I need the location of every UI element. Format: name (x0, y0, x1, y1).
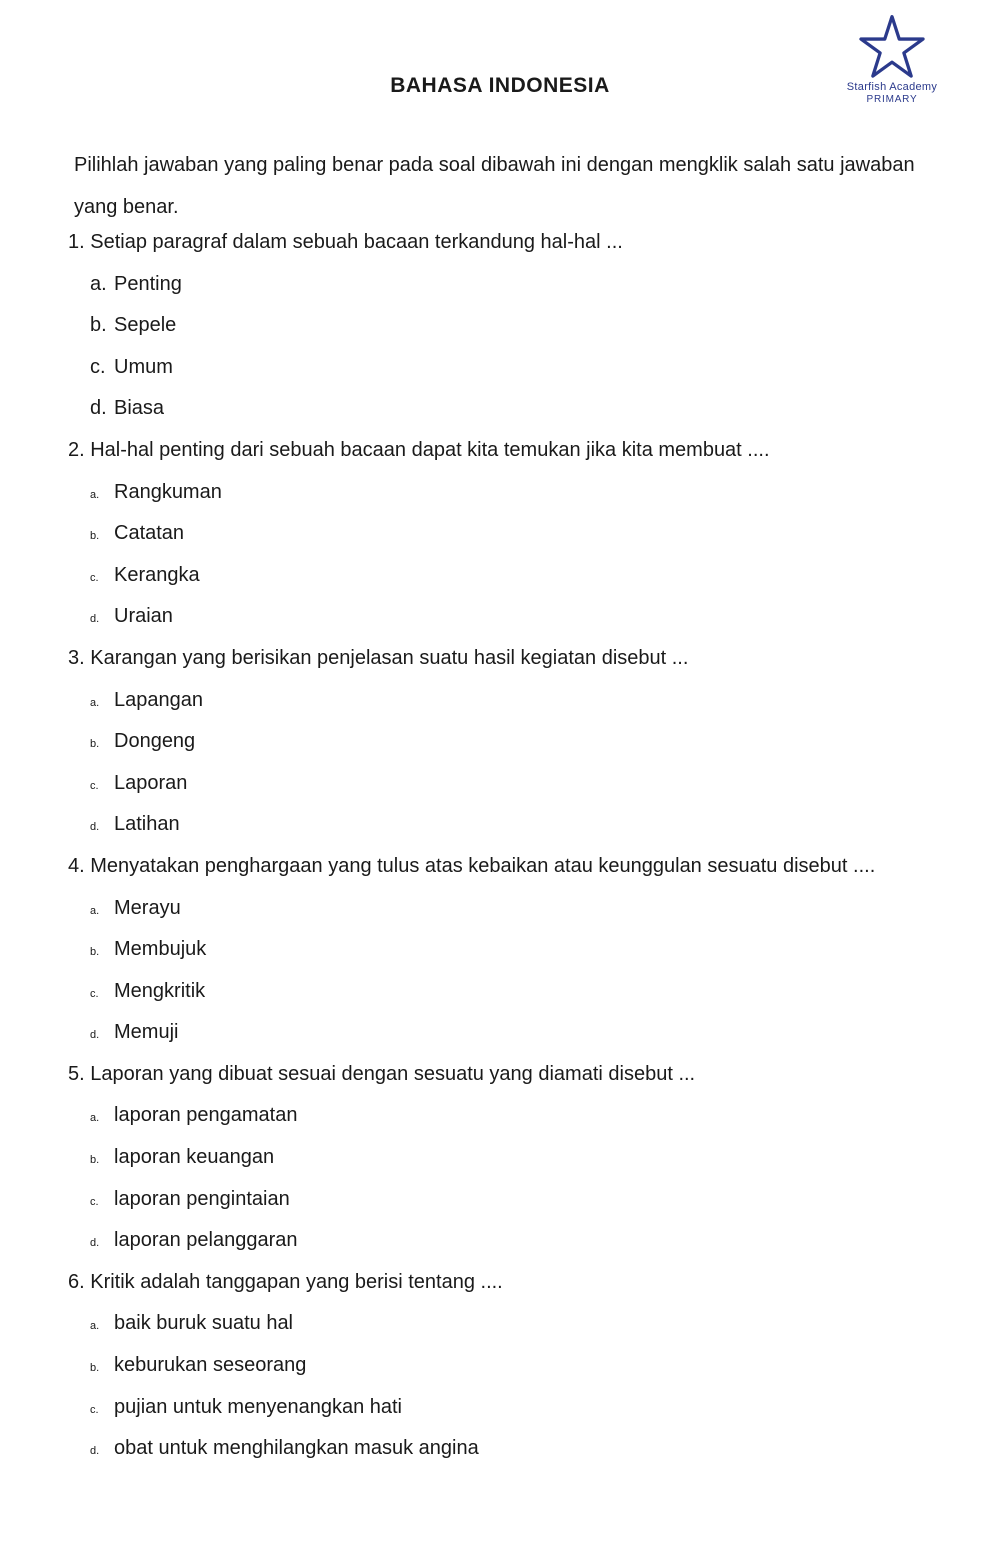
option-letter: d. (90, 397, 107, 420)
option-text: obat untuk menghilangkan masuk angina (114, 1437, 479, 1460)
option-text: Umum (114, 355, 173, 378)
answer-option-4-c[interactable] (68, 971, 968, 1013)
option-letter: d. (90, 1237, 100, 1250)
option-letter: a. (90, 1320, 100, 1333)
option-text: laporan keuangan (114, 1146, 275, 1169)
question-text: 2. Hal-hal penting dari sebuah bacaan dapat kita temukan jika kita membuat .... (68, 438, 770, 461)
option-letter: c. (90, 355, 106, 378)
option-letter: c. (90, 571, 99, 584)
answer-option-5-a[interactable] (68, 1095, 968, 1137)
option-letter: b. (90, 314, 107, 337)
page-title: BAHASA INDONESIA (390, 74, 610, 97)
answer-option-4-b[interactable] (68, 929, 968, 971)
option-text: Penting (114, 272, 182, 295)
answer-option-1-d[interactable] (68, 388, 968, 430)
option-letter: a. (90, 904, 100, 917)
option-letter: c. (90, 1195, 99, 1208)
answer-option-4-d[interactable] (68, 1012, 968, 1054)
option-text: pujian untuk menyenangkan hati (114, 1395, 402, 1418)
option-letter: d. (90, 821, 100, 834)
option-letter: b. (90, 1362, 100, 1375)
option-letter: d. (90, 1029, 100, 1042)
answer-option-1-b[interactable] (68, 305, 968, 347)
question-2 (68, 430, 968, 638)
option-text: Sepele (114, 314, 177, 337)
answer-option-2-b[interactable] (68, 513, 968, 555)
answer-option-5-d[interactable] (68, 1220, 968, 1262)
question-6 (68, 1262, 968, 1470)
option-letter: c. (90, 987, 99, 1000)
question-4 (68, 846, 968, 1054)
question-text: 1. Setiap paragraf dalam sebuah bacaan terkandung hal-hal ... (68, 231, 623, 253)
answer-option-6-b[interactable] (68, 1345, 968, 1387)
option-letter: c. (90, 779, 99, 792)
option-text: Kerangka (114, 563, 200, 586)
option-text: laporan pengamatan (114, 1104, 298, 1127)
answer-option-4-a[interactable] (68, 888, 968, 930)
option-letter: a. (90, 272, 107, 295)
option-letter: a. (90, 488, 100, 501)
option-letter: c. (90, 1403, 99, 1416)
question-5 (68, 1054, 968, 1262)
option-text: keburukan seseorang (114, 1354, 307, 1377)
option-letter: b. (90, 530, 100, 543)
option-text: Memuji (114, 1021, 179, 1044)
answer-option-2-a[interactable] (68, 472, 968, 514)
option-letter: a. (90, 1112, 100, 1125)
answer-option-5-b[interactable] (68, 1137, 968, 1179)
question-text: 3. Karangan yang berisikan penjelasan suatu hasil kegiatan disebut ... (68, 646, 689, 669)
question-text: 6. Kritik adalah tanggapan yang berisi tentang .... (68, 1270, 503, 1293)
option-text: Biasa (114, 397, 165, 420)
option-letter: b. (90, 738, 100, 751)
option-text: Catatan (114, 522, 185, 545)
star-icon (858, 14, 926, 80)
option-letter: d. (90, 613, 100, 626)
answer-option-1-c[interactable] (68, 347, 968, 389)
option-text: Membujuk (114, 938, 207, 961)
option-letter: d. (90, 1445, 100, 1458)
option-text: baik buruk suatu hal (114, 1312, 294, 1335)
option-letter: b. (90, 946, 100, 959)
answer-option-6-c[interactable] (68, 1387, 968, 1429)
answer-option-6-d[interactable] (68, 1428, 968, 1470)
answer-option-3-c[interactable] (68, 763, 968, 805)
option-text: laporan pelanggaran (114, 1229, 298, 1252)
answer-option-3-a[interactable] (68, 680, 968, 722)
question-list (68, 222, 968, 1470)
option-text: Rangkuman (114, 480, 222, 503)
question-text: 5. Laporan yang dibuat sesuai dengan sesuatu yang diamati disebut ... (68, 1062, 696, 1085)
option-text: Uraian (114, 605, 173, 628)
question-text: 4. Menyatakan penghargaan yang tulus atas kebaikan atau keunggulan sesuatu disebut .... (68, 854, 876, 877)
option-letter: b. (90, 1154, 100, 1167)
instructions-text: Pilihlah jawaban yang paling benar pada soal dibawah ini dengan mengklik salah satu jawaban yang benar. (74, 154, 915, 218)
option-text: Latihan (114, 813, 180, 836)
option-text: Laporan (114, 771, 188, 794)
logo-subtitle: PRIMARY (866, 94, 918, 105)
answer-option-3-d[interactable] (68, 804, 968, 846)
answer-option-1-a[interactable] (68, 264, 968, 306)
logo-name: Starfish Academy (846, 81, 938, 93)
option-text: Mengkritik (114, 979, 206, 1002)
answer-option-5-c[interactable] (68, 1179, 968, 1221)
answer-option-6-a[interactable] (68, 1303, 968, 1345)
answer-option-2-d[interactable] (68, 596, 968, 638)
option-text: laporan pengintaian (114, 1187, 290, 1210)
answer-option-3-b[interactable] (68, 721, 968, 763)
question-1 (68, 222, 968, 430)
question-3 (68, 638, 968, 846)
option-text: Dongeng (114, 730, 196, 753)
option-text: Merayu (114, 896, 181, 919)
option-letter: a. (90, 696, 100, 709)
answer-option-2-c[interactable] (68, 555, 968, 597)
school-logo (832, 12, 952, 112)
option-text: Lapangan (114, 688, 203, 711)
